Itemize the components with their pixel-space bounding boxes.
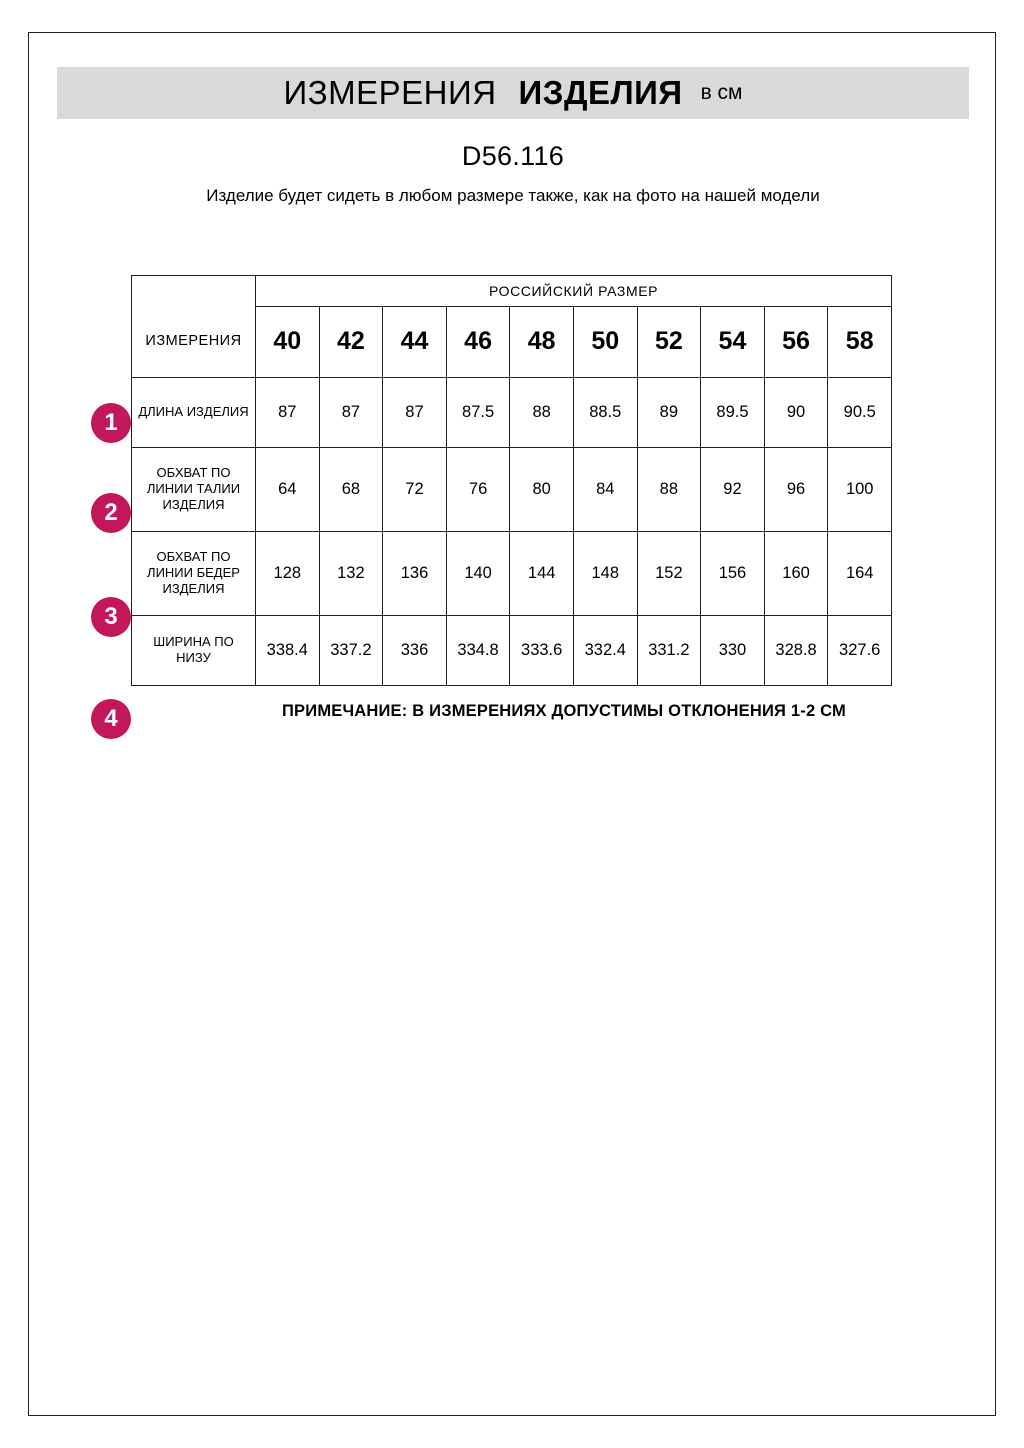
cell-hips-40: 128 bbox=[256, 531, 320, 615]
size-table bbox=[131, 275, 892, 686]
cell-length-46: 87.5 bbox=[446, 377, 510, 447]
row-label-hips: ОБХВАТ ПО ЛИНИИ БЕДЕР ИЗДЕЛИЯ bbox=[132, 531, 256, 615]
row-label-waist: ОБХВАТ ПО ЛИНИИ ТАЛИИ ИЗДЕЛИЯ bbox=[132, 447, 256, 531]
header-size-50: 50 bbox=[573, 306, 637, 377]
cell-hips-48: 144 bbox=[510, 531, 574, 615]
header-corner-cell bbox=[132, 275, 256, 306]
header-size-56: 56 bbox=[764, 306, 828, 377]
product-code: D56.116 bbox=[461, 141, 565, 171]
fit-description: Изделие будет сидеть в любом размере также, как на фото на нашей модели bbox=[206, 186, 820, 205]
table-row bbox=[132, 377, 892, 447]
cell-hips-50: 148 bbox=[573, 531, 637, 615]
table-row bbox=[132, 531, 892, 615]
cell-hips-42: 132 bbox=[319, 531, 383, 615]
cell-length-56: 90 bbox=[764, 377, 828, 447]
cell-hips-46: 140 bbox=[446, 531, 510, 615]
cell-bottom-48: 333.6 bbox=[510, 615, 574, 685]
cell-hips-54: 156 bbox=[701, 531, 765, 615]
cell-length-44: 87 bbox=[383, 377, 447, 447]
table-row bbox=[132, 615, 892, 685]
title-product: ИЗДЕЛИЯ bbox=[518, 74, 683, 111]
cell-bottom-50: 332.4 bbox=[573, 615, 637, 685]
document-content bbox=[29, 33, 997, 732]
row-label-length: ДЛИНА ИЗДЕЛИЯ bbox=[132, 377, 256, 447]
header-size-48: 48 bbox=[510, 306, 574, 377]
cell-hips-52: 152 bbox=[637, 531, 701, 615]
row-label-bottom-width: ШИРИНА ПО НИЗУ bbox=[132, 615, 256, 685]
cell-bottom-44: 336 bbox=[383, 615, 447, 685]
cell-waist-44: 72 bbox=[383, 447, 447, 531]
cell-length-40: 87 bbox=[256, 377, 320, 447]
header-size-46: 46 bbox=[446, 306, 510, 377]
bullet-marker-1: 1 bbox=[91, 403, 131, 443]
cell-length-54: 89.5 bbox=[701, 377, 765, 447]
cell-bottom-46: 334.8 bbox=[446, 615, 510, 685]
cell-length-50: 88.5 bbox=[573, 377, 637, 447]
cell-waist-42: 68 bbox=[319, 447, 383, 531]
header-russian-size: РОССИЙСКИЙ РАЗМЕР bbox=[256, 275, 892, 306]
header-measurements-label: ИЗМЕРЕНИЯ bbox=[132, 306, 256, 377]
cell-bottom-56: 328.8 bbox=[764, 615, 828, 685]
document-title-band bbox=[57, 67, 969, 119]
table-header-group-row bbox=[132, 275, 892, 306]
cell-waist-56: 96 bbox=[764, 447, 828, 531]
cell-waist-40: 64 bbox=[256, 447, 320, 531]
cell-waist-50: 84 bbox=[573, 447, 637, 531]
cell-length-52: 89 bbox=[637, 377, 701, 447]
cell-bottom-42: 337.2 bbox=[319, 615, 383, 685]
title-units: в см bbox=[700, 81, 743, 104]
tolerance-note: ПРИМЕЧАНИЕ: В ИЗМЕРЕНИЯХ ДОПУСТИМЫ ОТКЛОНЕНИЯ 1-2 СМ bbox=[282, 701, 846, 720]
cell-waist-52: 88 bbox=[637, 447, 701, 531]
cell-bottom-52: 331.2 bbox=[637, 615, 701, 685]
cell-waist-58: 100 bbox=[828, 447, 892, 531]
cell-hips-58: 164 bbox=[828, 531, 892, 615]
header-size-54: 54 bbox=[701, 306, 765, 377]
cell-bottom-54: 330 bbox=[701, 615, 765, 685]
bullet-marker-3: 3 bbox=[91, 597, 131, 637]
header-size-58: 58 bbox=[828, 306, 892, 377]
bullet-marker-4: 4 bbox=[91, 699, 131, 739]
cell-length-48: 88 bbox=[510, 377, 574, 447]
cell-hips-56: 160 bbox=[764, 531, 828, 615]
header-size-40: 40 bbox=[256, 306, 320, 377]
cell-bottom-40: 338.4 bbox=[256, 615, 320, 685]
header-size-52: 52 bbox=[637, 306, 701, 377]
cell-waist-46: 76 bbox=[446, 447, 510, 531]
size-table-wrapper bbox=[29, 275, 997, 732]
title-measurements: ИЗМЕРЕНИЯ bbox=[283, 74, 497, 111]
header-size-44: 44 bbox=[383, 306, 447, 377]
cell-waist-48: 80 bbox=[510, 447, 574, 531]
cell-bottom-58: 327.6 bbox=[828, 615, 892, 685]
table-header-sizes-row bbox=[132, 306, 892, 377]
bullet-marker-2: 2 bbox=[91, 493, 131, 533]
cell-length-42: 87 bbox=[319, 377, 383, 447]
page-border bbox=[28, 32, 996, 1416]
cell-waist-54: 92 bbox=[701, 447, 765, 531]
cell-length-58: 90.5 bbox=[828, 377, 892, 447]
header-size-42: 42 bbox=[319, 306, 383, 377]
cell-hips-44: 136 bbox=[383, 531, 447, 615]
table-row bbox=[132, 447, 892, 531]
